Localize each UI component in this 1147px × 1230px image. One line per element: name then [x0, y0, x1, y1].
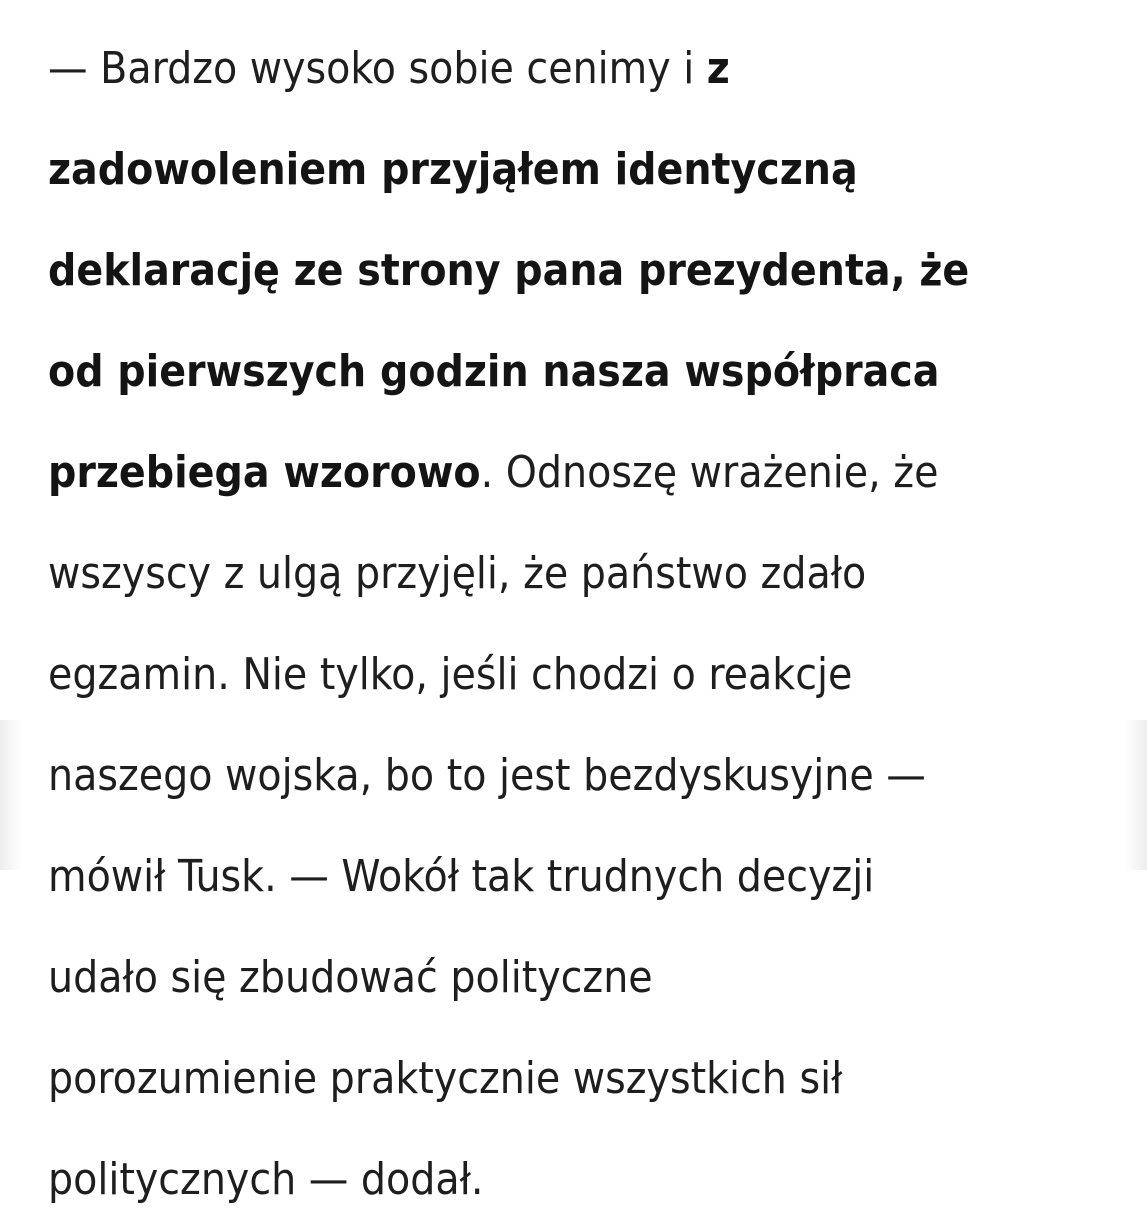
text-run: porozumienie praktycznie wszystkich sił	[48, 1053, 843, 1104]
text-line-2	[48, 119, 1108, 220]
text-run: politycznych — dodał.	[48, 1154, 484, 1205]
text-line-3	[48, 220, 1108, 321]
text-line-1	[48, 18, 1108, 119]
article-paragraph	[48, 18, 1108, 1230]
text-run: udało się zbudować polityczne	[48, 952, 653, 1003]
bold-text-run: od pierwszych godzin nasza współpraca	[48, 346, 940, 397]
bold-text-run: przebiega wzorowo	[48, 447, 481, 498]
bold-text-run: deklarację ze strony pana prezydenta, że	[48, 245, 970, 296]
text-line-8	[48, 725, 1108, 826]
text-line-7	[48, 624, 1108, 725]
text-run: naszego wojska, bo to jest bezdyskusyjne —	[48, 750, 926, 801]
text-run: egzamin. Nie tylko, jeśli chodzi o reakcje	[48, 649, 853, 700]
text-run: . Odnoszę wrażenie, że	[480, 447, 939, 498]
left-edge-shadow	[0, 720, 22, 870]
text-line-6	[48, 523, 1108, 624]
text-line-4	[48, 321, 1108, 422]
text-line-9	[48, 826, 1108, 927]
text-line-11	[48, 1028, 1108, 1129]
text-line-10	[48, 927, 1108, 1028]
bold-text-run: z	[706, 43, 730, 94]
text-run: mówił Tusk. — Wokół tak trudnych decyzji	[48, 851, 875, 902]
text-line-12	[48, 1129, 1108, 1230]
right-edge-shadow	[1125, 720, 1147, 870]
text-run: wszyscy z ulgą przyjęli, że państwo zdało	[48, 548, 867, 599]
text-line-5	[48, 422, 1108, 523]
bold-text-run: zadowoleniem przyjąłem identyczną	[48, 144, 858, 195]
text-run: — Bardzo wysoko sobie cenimy i	[48, 43, 707, 94]
